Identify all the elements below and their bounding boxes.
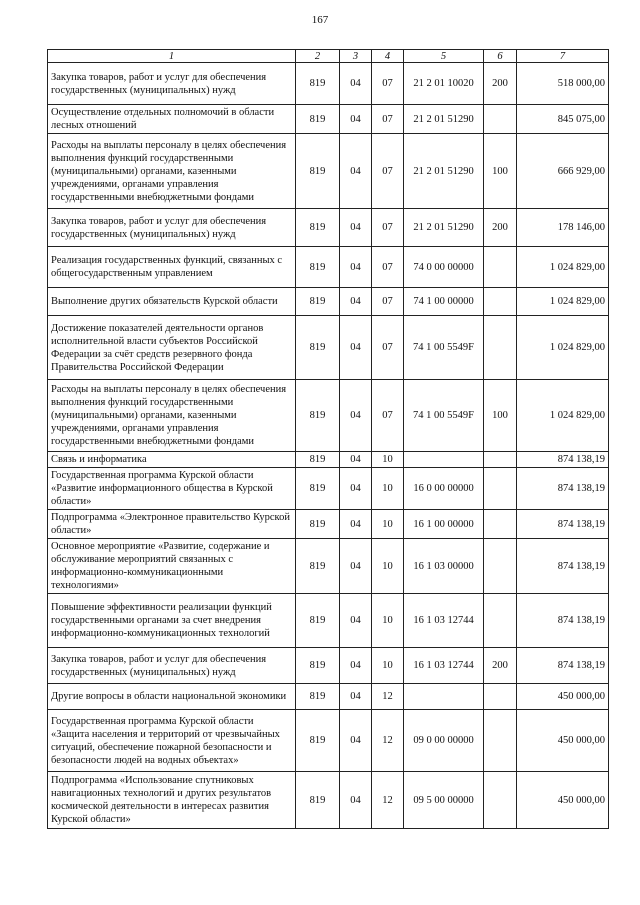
row-target-article: 74 0 00 00000 (404, 247, 484, 288)
column-header-3: 3 (340, 50, 372, 63)
row-subsection-code: 12 (372, 684, 404, 710)
row-subsection-code: 07 (372, 105, 404, 134)
row-expense-type: 200 (484, 648, 517, 684)
row-expense-type (484, 452, 517, 468)
row-name: Расходы на выплаты персоналу в целях обеспечения выполнения функций государственными (муниципальными) органами, казенными учреждениями, органами управления государственными внебюджетными фондами (48, 134, 296, 209)
row-target-article: 09 0 00 00000 (404, 710, 484, 772)
row-subsection-code: 07 (372, 316, 404, 380)
header-row (48, 50, 609, 63)
table-row (48, 63, 609, 105)
row-admin-code: 819 (296, 380, 340, 452)
row-name: Государственная программа Курской области «Развитие информационного общества в Курской области» (48, 468, 296, 510)
table-row (48, 539, 609, 594)
column-header-1: 1 (48, 50, 296, 63)
row-expense-type (484, 105, 517, 134)
row-subsection-code: 12 (372, 710, 404, 772)
row-target-article (404, 684, 484, 710)
row-admin-code: 819 (296, 316, 340, 380)
table-row (48, 316, 609, 380)
row-target-article: 09 5 00 00000 (404, 772, 484, 829)
row-section-code: 04 (340, 772, 372, 829)
column-header-7: 7 (517, 50, 609, 63)
column-header-2: 2 (296, 50, 340, 63)
row-admin-code: 819 (296, 288, 340, 316)
table-row (48, 772, 609, 829)
budget-table (47, 49, 609, 829)
page-number: 167 (311, 14, 329, 26)
table-row (48, 380, 609, 452)
row-target-article: 16 1 03 12744 (404, 594, 484, 648)
row-amount: 1 024 829,00 (517, 288, 609, 316)
row-section-code: 04 (340, 105, 372, 134)
row-admin-code: 819 (296, 105, 340, 134)
row-admin-code: 819 (296, 510, 340, 539)
row-name: Расходы на выплаты персоналу в целях обеспечения выполнения функций государственными (муниципальными) органами, казенными учреждениями, органами управления государственными внебюджетными фондами (48, 380, 296, 452)
row-section-code: 04 (340, 209, 372, 247)
table-row (48, 247, 609, 288)
row-subsection-code: 07 (372, 209, 404, 247)
row-section-code: 04 (340, 648, 372, 684)
row-section-code: 04 (340, 247, 372, 288)
table-row (48, 594, 609, 648)
row-section-code: 04 (340, 539, 372, 594)
row-name: Основное мероприятие «Развитие, содержание и обслуживание мероприятий связанных с информационно-коммуникационными технологиями» (48, 539, 296, 594)
row-expense-type (484, 594, 517, 648)
row-amount: 1 024 829,00 (517, 316, 609, 380)
row-expense-type (484, 468, 517, 510)
row-admin-code: 819 (296, 772, 340, 829)
column-header-5: 5 (404, 50, 484, 63)
row-amount: 845 075,00 (517, 105, 609, 134)
table-body (48, 63, 609, 829)
row-amount: 1 024 829,00 (517, 380, 609, 452)
row-expense-type (484, 288, 517, 316)
row-name: Связь и информатика (48, 452, 296, 468)
row-amount: 874 138,19 (517, 468, 609, 510)
column-header-6: 6 (484, 50, 517, 63)
row-expense-type (484, 710, 517, 772)
row-name: Подпрограмма «Электронное правительство Курской области» (48, 510, 296, 539)
row-subsection-code: 10 (372, 648, 404, 684)
row-target-article: 74 1 00 5549F (404, 380, 484, 452)
row-section-code: 04 (340, 134, 372, 209)
row-subsection-code: 10 (372, 452, 404, 468)
row-name: Государственная программа Курской области «Защита населения и территорий от чрезвычайных ситуаций, обеспечение пожарной безопасности и безопасности людей на водных объектах» (48, 710, 296, 772)
row-target-article (404, 452, 484, 468)
table-row (48, 648, 609, 684)
row-name: Осуществление отдельных полномочий в области лесных отношений (48, 105, 296, 134)
row-amount: 450 000,00 (517, 684, 609, 710)
table-row (48, 468, 609, 510)
row-target-article: 74 1 00 00000 (404, 288, 484, 316)
table-row (48, 510, 609, 539)
row-name: Реализация государственных функций, связанных с общегосударственным управлением (48, 247, 296, 288)
row-name: Подпрограмма «Использование спутниковых навигационных технологий и других результатов космической деятельности в интересах развития Курской области» (48, 772, 296, 829)
row-section-code: 04 (340, 380, 372, 452)
row-amount: 450 000,00 (517, 772, 609, 829)
row-expense-type (484, 316, 517, 380)
row-amount: 874 138,19 (517, 510, 609, 539)
row-subsection-code: 07 (372, 134, 404, 209)
row-amount: 178 146,00 (517, 209, 609, 247)
table-row (48, 452, 609, 468)
row-expense-type: 200 (484, 63, 517, 105)
row-target-article: 16 1 03 00000 (404, 539, 484, 594)
table-row (48, 288, 609, 316)
row-admin-code: 819 (296, 247, 340, 288)
row-expense-type (484, 510, 517, 539)
row-target-article: 74 1 00 5549F (404, 316, 484, 380)
row-admin-code: 819 (296, 539, 340, 594)
row-section-code: 04 (340, 594, 372, 648)
row-amount: 874 138,19 (517, 594, 609, 648)
row-admin-code: 819 (296, 452, 340, 468)
row-subsection-code: 07 (372, 63, 404, 105)
row-target-article: 21 2 01 10020 (404, 63, 484, 105)
row-amount: 450 000,00 (517, 710, 609, 772)
row-section-code: 04 (340, 684, 372, 710)
row-name: Достижение показателей деятельности органов исполнительной власти субъектов Российской Федерации за счёт средств резервного фонда Правительства Российской Федерации (48, 316, 296, 380)
row-name: Закупка товаров, работ и услуг для обеспечения государственных (муниципальных) нужд (48, 63, 296, 105)
row-subsection-code: 10 (372, 539, 404, 594)
row-admin-code: 819 (296, 468, 340, 510)
row-subsection-code: 10 (372, 594, 404, 648)
row-subsection-code: 07 (372, 247, 404, 288)
row-expense-type (484, 539, 517, 594)
row-subsection-code: 07 (372, 380, 404, 452)
row-name: Закупка товаров, работ и услуг для обеспечения государственных (муниципальных) нужд (48, 648, 296, 684)
row-expense-type (484, 772, 517, 829)
row-admin-code: 819 (296, 63, 340, 105)
table-row (48, 710, 609, 772)
row-admin-code: 819 (296, 648, 340, 684)
row-section-code: 04 (340, 288, 372, 316)
row-amount: 874 138,19 (517, 539, 609, 594)
row-target-article: 21 2 01 51290 (404, 209, 484, 247)
row-amount: 666 929,00 (517, 134, 609, 209)
row-section-code: 04 (340, 452, 372, 468)
row-target-article: 21 2 01 51290 (404, 134, 484, 209)
row-target-article: 16 1 00 00000 (404, 510, 484, 539)
row-section-code: 04 (340, 710, 372, 772)
row-expense-type: 100 (484, 380, 517, 452)
table-row (48, 684, 609, 710)
row-name: Выполнение других обязательств Курской области (48, 288, 296, 316)
row-expense-type (484, 247, 517, 288)
row-amount: 874 138,19 (517, 648, 609, 684)
row-target-article: 16 0 00 00000 (404, 468, 484, 510)
row-amount: 1 024 829,00 (517, 247, 609, 288)
row-section-code: 04 (340, 510, 372, 539)
row-expense-type: 100 (484, 134, 517, 209)
row-target-article: 16 1 03 12744 (404, 648, 484, 684)
table-row (48, 105, 609, 134)
table-row (48, 209, 609, 247)
row-admin-code: 819 (296, 134, 340, 209)
row-name: Повышение эффективности реализации функций государственными органами за счет внедрения информационно-коммуникационных технологий (48, 594, 296, 648)
row-section-code: 04 (340, 468, 372, 510)
row-expense-type (484, 684, 517, 710)
row-name: Другие вопросы в области национальной экономики (48, 684, 296, 710)
row-expense-type: 200 (484, 209, 517, 247)
row-amount: 874 138,19 (517, 452, 609, 468)
row-admin-code: 819 (296, 684, 340, 710)
row-subsection-code: 10 (372, 468, 404, 510)
row-section-code: 04 (340, 316, 372, 380)
row-name: Закупка товаров, работ и услуг для обеспечения государственных (муниципальных) нужд (48, 209, 296, 247)
row-subsection-code: 07 (372, 288, 404, 316)
row-admin-code: 819 (296, 710, 340, 772)
row-section-code: 04 (340, 63, 372, 105)
table-row (48, 134, 609, 209)
row-subsection-code: 10 (372, 510, 404, 539)
row-admin-code: 819 (296, 209, 340, 247)
row-target-article: 21 2 01 51290 (404, 105, 484, 134)
row-admin-code: 819 (296, 594, 340, 648)
row-amount: 518 000,00 (517, 63, 609, 105)
column-header-4: 4 (372, 50, 404, 63)
row-subsection-code: 12 (372, 772, 404, 829)
